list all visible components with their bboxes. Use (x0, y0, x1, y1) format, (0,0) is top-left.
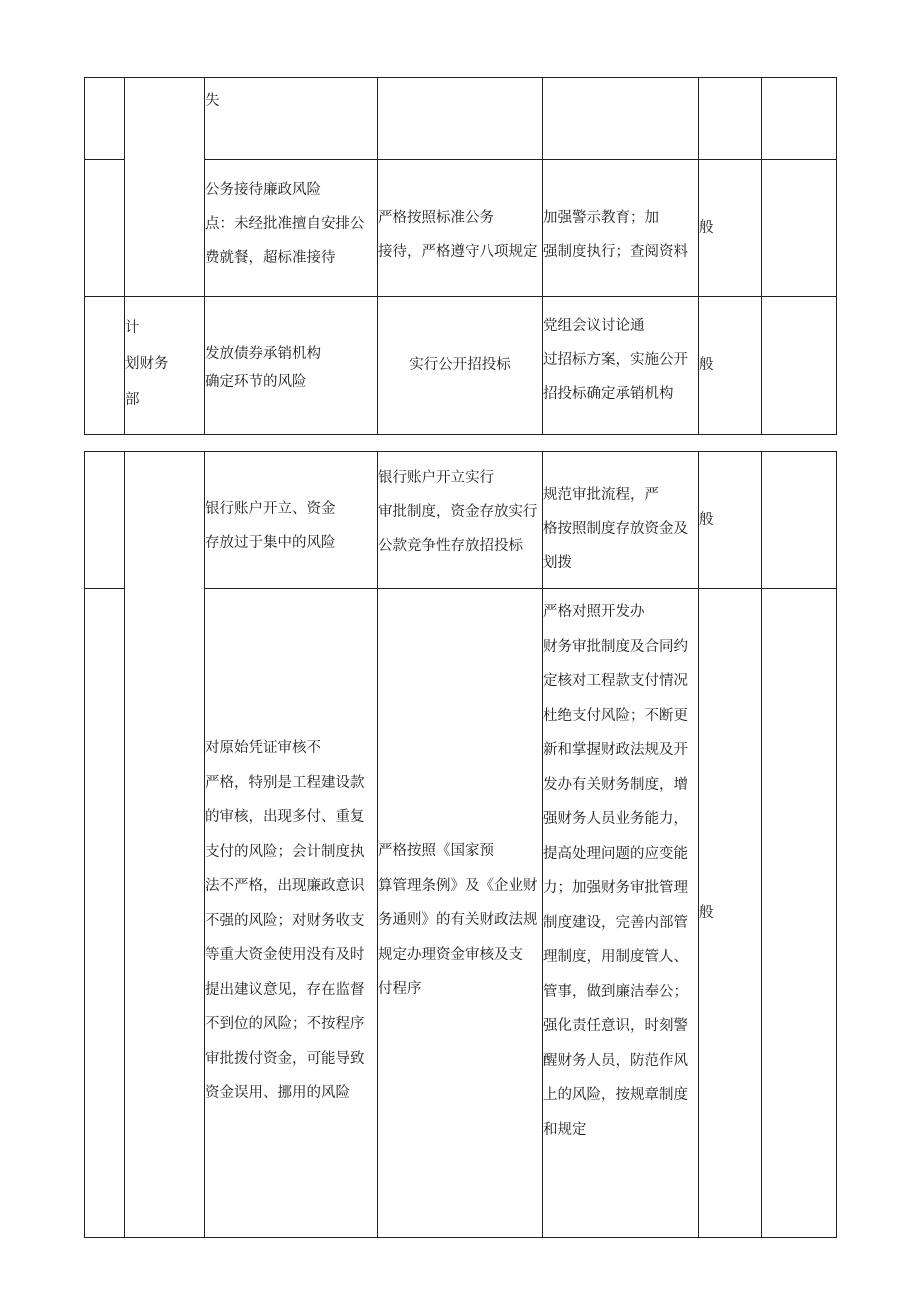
index-cell (85, 160, 125, 297)
control-measure-cell (543, 160, 699, 297)
risk-level-cell (699, 160, 762, 297)
control-measure-text: 党组会议讨论通 过招标方案，实施公开 招投标确定承销机构 (543, 318, 688, 402)
control-measure-cell (543, 297, 699, 435)
control-measure-cell (543, 589, 699, 1238)
risk-level-cell (699, 297, 762, 435)
control-measure-cell (543, 78, 699, 160)
note-cell (762, 78, 837, 160)
control-measure-text: 严格对照开发办 财务审批制度及合同约 定核对工程款支付情况 杜绝支付风险；不断更 新和掌握财政法规及开 发办有关财务制度，增 强财务人员业务能力， 提高处理问题的应变能 力；加强财务审批管理 制度建设，完善内部管 理制度，用制度管人、 管事，做到廉洁奉公； 强化责任意识，时刻警 醒财务人员，防范作风 上的风险，按规章制度 和规定 (543, 604, 688, 1138)
department-text: 计 划财务 部 (125, 320, 169, 408)
note-cell (762, 160, 837, 297)
risk-level-cell (699, 78, 762, 160)
table-row (85, 78, 837, 160)
index-cell (85, 78, 125, 160)
table-row (85, 297, 837, 435)
prevention-measure-text: 严格按照标准公务 接待，严格遵守八项规定 (378, 210, 538, 260)
department-cell (125, 452, 205, 1238)
index-cell (85, 452, 125, 589)
risk-level-cell (699, 452, 762, 589)
index-cell (85, 297, 125, 435)
control-measure-cell (543, 452, 699, 589)
prevention-measure-text: 严格按照《国家预 算管理条例》及《企业财 务通则》的有关财政法规 规定办理资金审核及支 付程序 (378, 843, 538, 997)
risk-table-top (84, 77, 837, 435)
control-measure-text: 规范审批流程，严 格按照制度存放资金及 划拨 (543, 487, 688, 571)
risk-point-text: 银行账户开立、资金 存放过于集中的风险 (205, 501, 336, 551)
control-measure-text: 加强警示教育；加 强制度执行；查阅资料 (543, 210, 688, 260)
risk-point-text: 发放债券承销机构 确定环节的风险 (205, 346, 321, 390)
risk-level-text: 般 (699, 219, 714, 236)
risk-level-cell (699, 589, 762, 1238)
risk-level-text: 般 (699, 511, 714, 528)
table-row (85, 452, 837, 589)
note-cell (762, 589, 837, 1238)
prevention-measure-cell (378, 297, 543, 435)
prevention-measure-text: 银行账户开立实行 审批制度，资金存放实行 公款竞争性存放招投标 (378, 470, 538, 554)
risk-point-text: 对原始凭证审核不 严格，特别是工程建设款 的审核，出现多付、重复 支付的风险；会计制度执 法不严格，出现廉政意识 不强的风险；对财务收支 等重大资金使用没有及时 提出建议意见，存在监督 不到位的风险；不按程序 审批拨付资金，可能导致 资金误用、挪用的风险 (205, 740, 365, 1101)
risk-point-cell (205, 297, 378, 435)
risk-point-text: 失 (205, 93, 220, 109)
prevention-measure-cell (378, 78, 543, 160)
department-cell (125, 297, 205, 435)
prevention-measure-text: 实行公开招投标 (409, 357, 511, 373)
index-cell (85, 589, 125, 1238)
department-cell (125, 78, 205, 297)
risk-level-text: 般 (699, 357, 714, 373)
risk-point-cell (205, 452, 378, 589)
risk-point-cell (205, 589, 378, 1238)
prevention-measure-cell (378, 589, 543, 1238)
risk-point-cell (205, 78, 378, 160)
risk-point-cell (205, 160, 378, 297)
risk-point-text: 公务接待廉政风险 点：未经批准擅自安排公 费就餐，超标准接待 (205, 182, 365, 266)
risk-level-text: 般 (699, 904, 714, 921)
prevention-measure-cell (378, 160, 543, 297)
prevention-measure-cell (378, 452, 543, 589)
note-cell (762, 297, 837, 435)
note-cell (762, 452, 837, 589)
risk-table-bottom (84, 451, 837, 1238)
